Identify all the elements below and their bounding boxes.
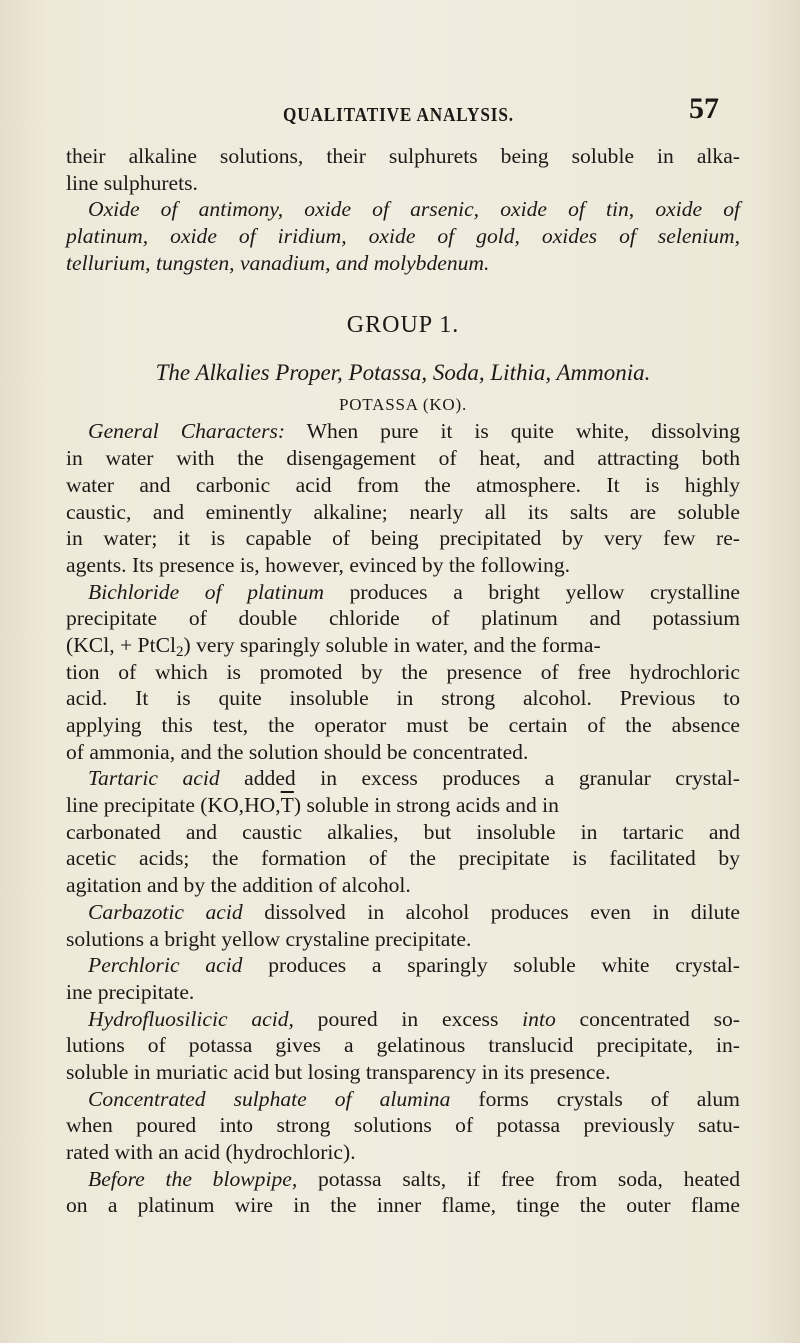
bichloride-paragraph: [66, 579, 740, 766]
text-line: rated with an acid (hydrochloric).: [66, 1140, 356, 1164]
text-line: General Characters: When pure it is quite white, dissolving: [88, 419, 740, 444]
text-line: Bichloride of platinum produces a bright yellow crystalline: [88, 579, 740, 604]
text-line: of ammonia, and the solution should be concentrated.: [66, 739, 529, 764]
text-line: acetic acids; the formation of the precipitate is facilitated by: [66, 846, 740, 871]
tartaric-paragraph: [66, 765, 740, 898]
paragraph-label: Before the blowpipe,: [88, 1166, 298, 1191]
text-line: ine precipitate.: [66, 979, 195, 1004]
paragraph-label: Bichloride of platinum: [88, 579, 324, 604]
text-line: Tartaric acid added in excess produces a granular crystal-: [88, 766, 740, 791]
text-line: tion of which is promoted by the presence of free hydrochloric: [66, 659, 740, 684]
text-line: Carbazotic acid dissolved in alcohol produces even in dilute: [88, 899, 740, 924]
running-title: QUALITATIVE ANALYSIS.: [283, 104, 514, 126]
text-line: applying this test, the operator must be certain of the absence: [66, 713, 740, 737]
oxides-paragraph: [66, 196, 740, 276]
blowpipe-paragraph: [66, 1166, 740, 1219]
hydrofluosilicic-paragraph: [66, 1006, 740, 1086]
perchloric-paragraph: [66, 952, 740, 1005]
intro-paragraph: [66, 143, 740, 196]
text-line: line precipitate $(KO,HO,\overline{T})$ soluble in strong acids and in: [66, 793, 559, 818]
text-line: agitation and by the addition of alcohol.: [66, 873, 411, 898]
text-line: Hydrofluosilicic acid, poured in excess into concentrated so-: [88, 1006, 741, 1031]
general-characters-paragraph: [66, 418, 740, 578]
group-heading: GROUP 1.: [346, 312, 460, 339]
text-line: soluble in muriatic acid but losing transparency in its presence.: [66, 1059, 611, 1084]
group-subtitle: The Alkalies Proper, Potassa, Soda, Lithia, Ammonia.: [155, 360, 651, 386]
formula: (KCl, + PtCl: [66, 632, 176, 657]
text-line: lutions of potassa gives a gelatinous translucid precipitate, in-: [66, 1033, 740, 1058]
text-line: Before the blowpipe, potassa salts, if free from soda, heated: [88, 1166, 740, 1191]
text-line: their alkaline solutions, their sulphurets being soluble in alka-: [66, 144, 740, 168]
paragraph-label: Concentrated sulphate of alumina: [88, 1086, 451, 1111]
text-line: acid. It is quite insoluble in strong alcohol. Previous to: [66, 686, 740, 711]
text-line: Perchloric acid produces a sparingly soluble white crystal-: [88, 953, 740, 978]
section-heading: POTASSA (KO).: [338, 395, 468, 415]
text-line: caustic, and eminently alkaline; nearly all its salts are soluble: [66, 499, 740, 524]
paragraph-label: Perchloric acid: [88, 953, 243, 978]
sulphate-paragraph: [66, 1086, 740, 1166]
text-line: Concentrated sulphate of alumina forms crystals of alum: [88, 1086, 740, 1111]
text-line: line sulphurets.: [66, 170, 198, 195]
text-line: on a platinum wire in the inner flame, tinge the outer flame: [66, 1193, 740, 1218]
formula-overline: $\overline{T}$: [280, 793, 294, 818]
page-body: [66, 143, 740, 1219]
text-line: in water with the disengagement of heat, and attracting both: [66, 446, 740, 471]
formula-subscript: 2: [175, 643, 184, 660]
running-head: [0, 92, 800, 132]
paragraph-label: Tartaric acid: [88, 766, 220, 791]
text-line: carbonated and caustic alkalies, but insoluble in tartaric and: [66, 819, 740, 844]
paragraph-label: General Characters:: [88, 419, 286, 444]
text-line: when poured into strong solutions of potassa previously satu-: [66, 1113, 740, 1138]
paragraph-label: Hydrofluosilicic acid,: [88, 1006, 294, 1031]
text-line: Oxide of antimony, oxide of arsenic, oxide of tin, oxide of: [88, 197, 740, 222]
text-line: platinum, oxide of iridium, oxide of gold, oxides of selenium,: [66, 224, 740, 249]
carbazotic-paragraph: [66, 899, 740, 952]
text-line: water and carbonic acid from the atmosphere. It is highly: [66, 472, 740, 497]
paragraph-label: Carbazotic acid: [88, 899, 243, 924]
text-line: in water; it is capable of being precipitated by very few re-: [66, 526, 740, 551]
text-line: agents. Its presence is, however, evinced by the following.: [66, 552, 571, 577]
text-line: solutions a bright yellow crystaline precipitate.: [66, 926, 472, 951]
text-line: tellurium, tungsten, vanadium, and molybdenum.: [66, 250, 490, 275]
text-line: precipitate of double chloride of platinum and potassium: [66, 606, 740, 631]
text-line: (KCl, + PtCl$_2$) very sparingly soluble in water, and the forma-: [66, 632, 601, 660]
page-number: 57: [689, 92, 719, 125]
